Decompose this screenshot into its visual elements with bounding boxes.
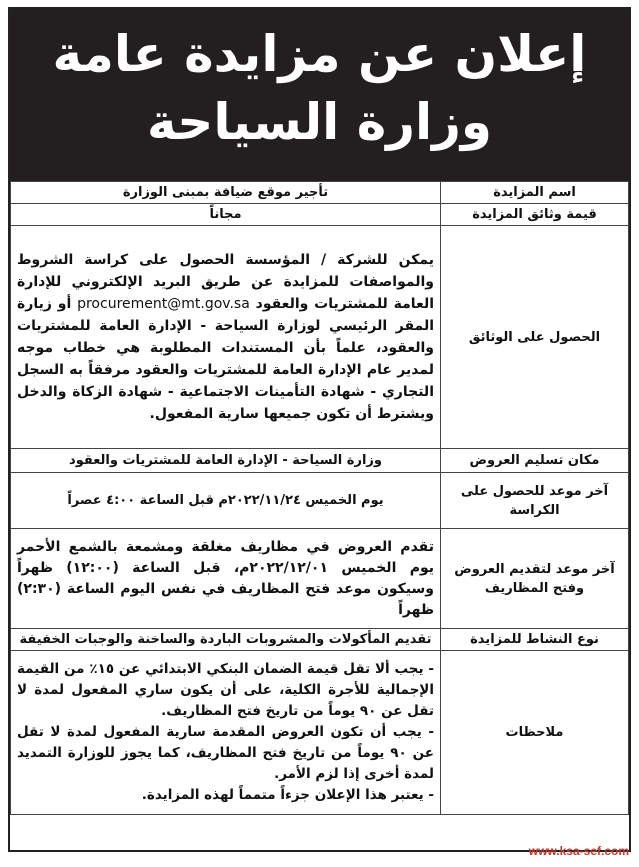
submission-deadline-value: تقدم العروض في مظاريف مغلقة ومشمعة بالشمع الأحمر يوم الخميس ٢٠٢٢/١٢/٠١م، قبل الساعة (١٢:٠٠) ظهراً وسيكون موعد فتح المظاريف في نفس اليوم الساعة (٢:٣٠) ظهراً (11, 529, 441, 629)
booklet-deadline-value: يوم الخميس ٢٠٢٢/١١/٢٤م قبل الساعة ٤:٠٠ عصراً (11, 473, 441, 529)
row-obtain-docs (11, 226, 629, 449)
row-docs-value (11, 204, 629, 226)
announcement-header (10, 9, 629, 181)
submission-deadline-label: آخر موعد لتقديم العروض وفتح المظاريف (441, 529, 629, 629)
activity-type-label: نوع النشاط للمزايدة (441, 629, 629, 651)
announcement-page (8, 7, 631, 852)
obtain-docs-label: الحصول على الوثائق (441, 226, 629, 449)
source-url-watermark: www.ksa-sef.com (529, 844, 629, 858)
obtain-docs-text-pre: يمكن للشركة / المؤسسة الحصول على كراسة الشروط والمواصفات للمزايدة عن طريق البريد الإلكتروني للإدارة العامة للمشتريات والعقود (17, 252, 434, 312)
row-auction-name (11, 182, 629, 204)
auction-name-label: اسم المزايدة (441, 182, 629, 204)
note-item-guarantee: - يجب ألا تقل قيمة الضمان البنكي الابتدائي عن ١٥٪ من القيمة الإجمالية للأجرة الكلية، على أن يكون ساري المفعول لمدة لا تقل عن ٩٠ يوماً من تاريخ فتح المظاريف. (17, 659, 434, 722)
obtain-docs-text-post: أو زيارة المقر الرئيسي لوزارة السياحة - الإدارة العامة للمشتريات والعقود، علماً بأن المستندات المطلوبة هي خطاب موجه لمدير عام الإدارة العامة للمشتريات والعقود مرفقاً به السجل التجاري - شهادة التأمينات الاجتماعية - شهادة الزكاة والدخل ويشترط أن تكون جميعها سارية المفعول. (17, 296, 434, 422)
auction-details-table (10, 181, 629, 815)
activity-type-value: تقديم المأكولات والمشروبات الباردة والساخنة والوجبات الخفيفة (11, 629, 441, 651)
delivery-place-value: وزارة السياحة - الإدارة العامة للمشتريات والعقود (11, 449, 441, 473)
note-item-validity: - يجب أن تكون العروض المقدمة سارية المفعول لمدة لا تقل عن ٩٠ يوماً من تاريخ فتح المظاريف، كما يجوز للوزارة التمديد لمدة أخرى إذا لزم الأمر. (17, 722, 434, 785)
note-item-integral: - يعتبر هذا الإعلان جزءاً متمماً لهذه المزايدة. (17, 785, 434, 806)
row-submission-deadline (11, 529, 629, 629)
procurement-email-link[interactable]: procurement@mt.gov.sa (77, 296, 250, 312)
docs-value-value: مجاناً (11, 204, 441, 226)
announcement-title: إعلان عن مزايدة عامة (10, 21, 629, 87)
docs-value-label: قيمة وثائق المزايدة (441, 204, 629, 226)
ministry-name: وزارة السياحة (10, 87, 629, 157)
delivery-place-label: مكان تسليم العروض (441, 449, 629, 473)
notes-label: ملاحظات (441, 651, 629, 815)
booklet-deadline-label: آخر موعد للحصول على الكراسة (441, 473, 629, 529)
row-notes (11, 651, 629, 815)
auction-name-value: تأجير موقع ضيافة بمبنى الوزارة (11, 182, 441, 204)
row-activity-type (11, 629, 629, 651)
notes-list (11, 651, 441, 815)
obtain-docs-text (11, 226, 441, 449)
row-delivery-place (11, 449, 629, 473)
row-booklet-deadline (11, 473, 629, 529)
